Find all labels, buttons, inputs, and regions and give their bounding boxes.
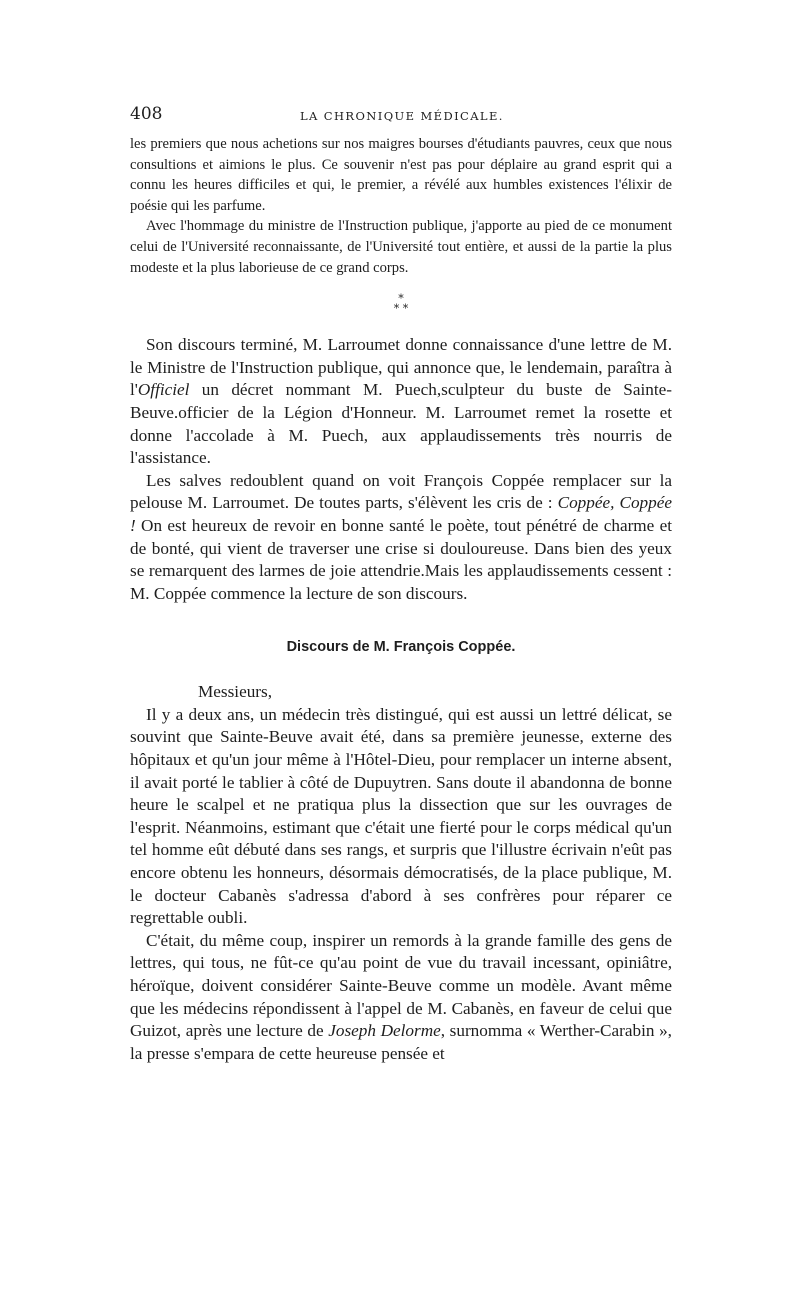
page-number: 408 — [130, 104, 163, 124]
asterism-separator — [130, 294, 672, 318]
section-heading: Discours de M. François Coppée. — [286, 639, 516, 656]
speech-paragraph-1: Il y a deux ans, un médecin très distingué, qui est aussi un lettré délicat, se souvint que Sainte-Beuve avait été, dans sa première jeunesse, externe des hôpitaux et qu'un jour même à l'Hôtel-Dieu, pour remplacer un interne absent, il avait porté le tablier à côté de Dupuytren. Sans doute il abandonna de bonne heure le scalpel et ne pratiqua plus la dissection que sur les ouvrages de l'esprit. Néanmoins, estimant que c'était une fierté pour le corps médical qu'un tel homme eût débuté dans ses rangs, et surpris que l'illustre écrivain n'eût pas encore obtenu les honneurs, désormais démocratisés, de la place publique, M. le docteur Cabanès s'adressa d'abord à ses confrères pour réparer ce regrettable oubli. — [130, 704, 672, 928]
salutation: Messieurs, — [198, 682, 272, 702]
paragraph-hommage: Avec l'hommage du ministre de l'Instruction publique, j'apporte au pied de ce monument celui de l'Université reconnaissante, de l'Université tout entière, et aussi de la partie la plus modeste et la plus laborieuse de ce grand corps. — [130, 218, 672, 276]
running-head — [130, 104, 672, 134]
journal-title: LA CHRONIQUE MÉDICALE. — [300, 109, 504, 123]
page — [130, 104, 672, 1065]
asterism-bottom: * * — [393, 302, 409, 316]
italic-officiel: Officiel — [137, 380, 190, 400]
paragraph-continuation: les premiers que nous achetions sur nos maigres bourses d'étudiants pauvres, ceux que nous consultions et aimions le plus. Ce souvenir n'est pas pour déplaire au grand esprit qui a connu les heures difficiles et qui, le premier, a révélé aux humbles existences l'élixir de poésie qui les parfume. — [130, 136, 672, 214]
asterism-top: * — [398, 292, 404, 306]
paragraph-larroumet: Son discours terminé, M. Larroumet donne connaissance d'une lettre de M. le Ministre de l'Instruction publique, qui annonce que, le lendemain, paraîtra à l'Officiel un décret nommant M. Puech,sculpteur du buste de Sainte-Beuve.officier de la Légion d'Honneur. M. Larroumet remet la rosette et donne l'accolade à M. Puech, aux applaudissements très nourris de l'assistance. — [130, 335, 672, 468]
paragraph-salves: Les salves redoublent quand on voit François Coppée remplacer sur la pelouse M. Larroumet. De toutes parts, s'élèvent les cris de : Coppée, Coppée ! On est heureux de revoir en bonne santé le poète, tout pénétré de charme et de bonté, qui vient de traverser une crise si douloureuse. Dans bien des yeux se remarquent des larmes de joie attendrie.Mais les applaudissements cessent : M. Coppée commence la lecture de son discours. — [130, 470, 672, 603]
italic-joseph-delorme: Joseph Delorme — [328, 1021, 441, 1041]
italic-coppee: Coppée, Coppée ! — [130, 493, 672, 535]
speech-paragraph-2: C'était, du même coup, inspirer un remords à la grande famille des gens de lettres, qui tous, ne fût-ce qu'au point de vue du travail incessant, opiniâtre, héroïque, doivent considérer Sainte-Beuve comme un modèle. Avant même que les médecins répondissent à l'appel de M. Cabanès, en faveur de celui que Guizot, après une lecture de Joseph Delorme, surnomma « Werther-Carabin », la presse s'empara de cette heureuse pensée et — [130, 930, 672, 1063]
